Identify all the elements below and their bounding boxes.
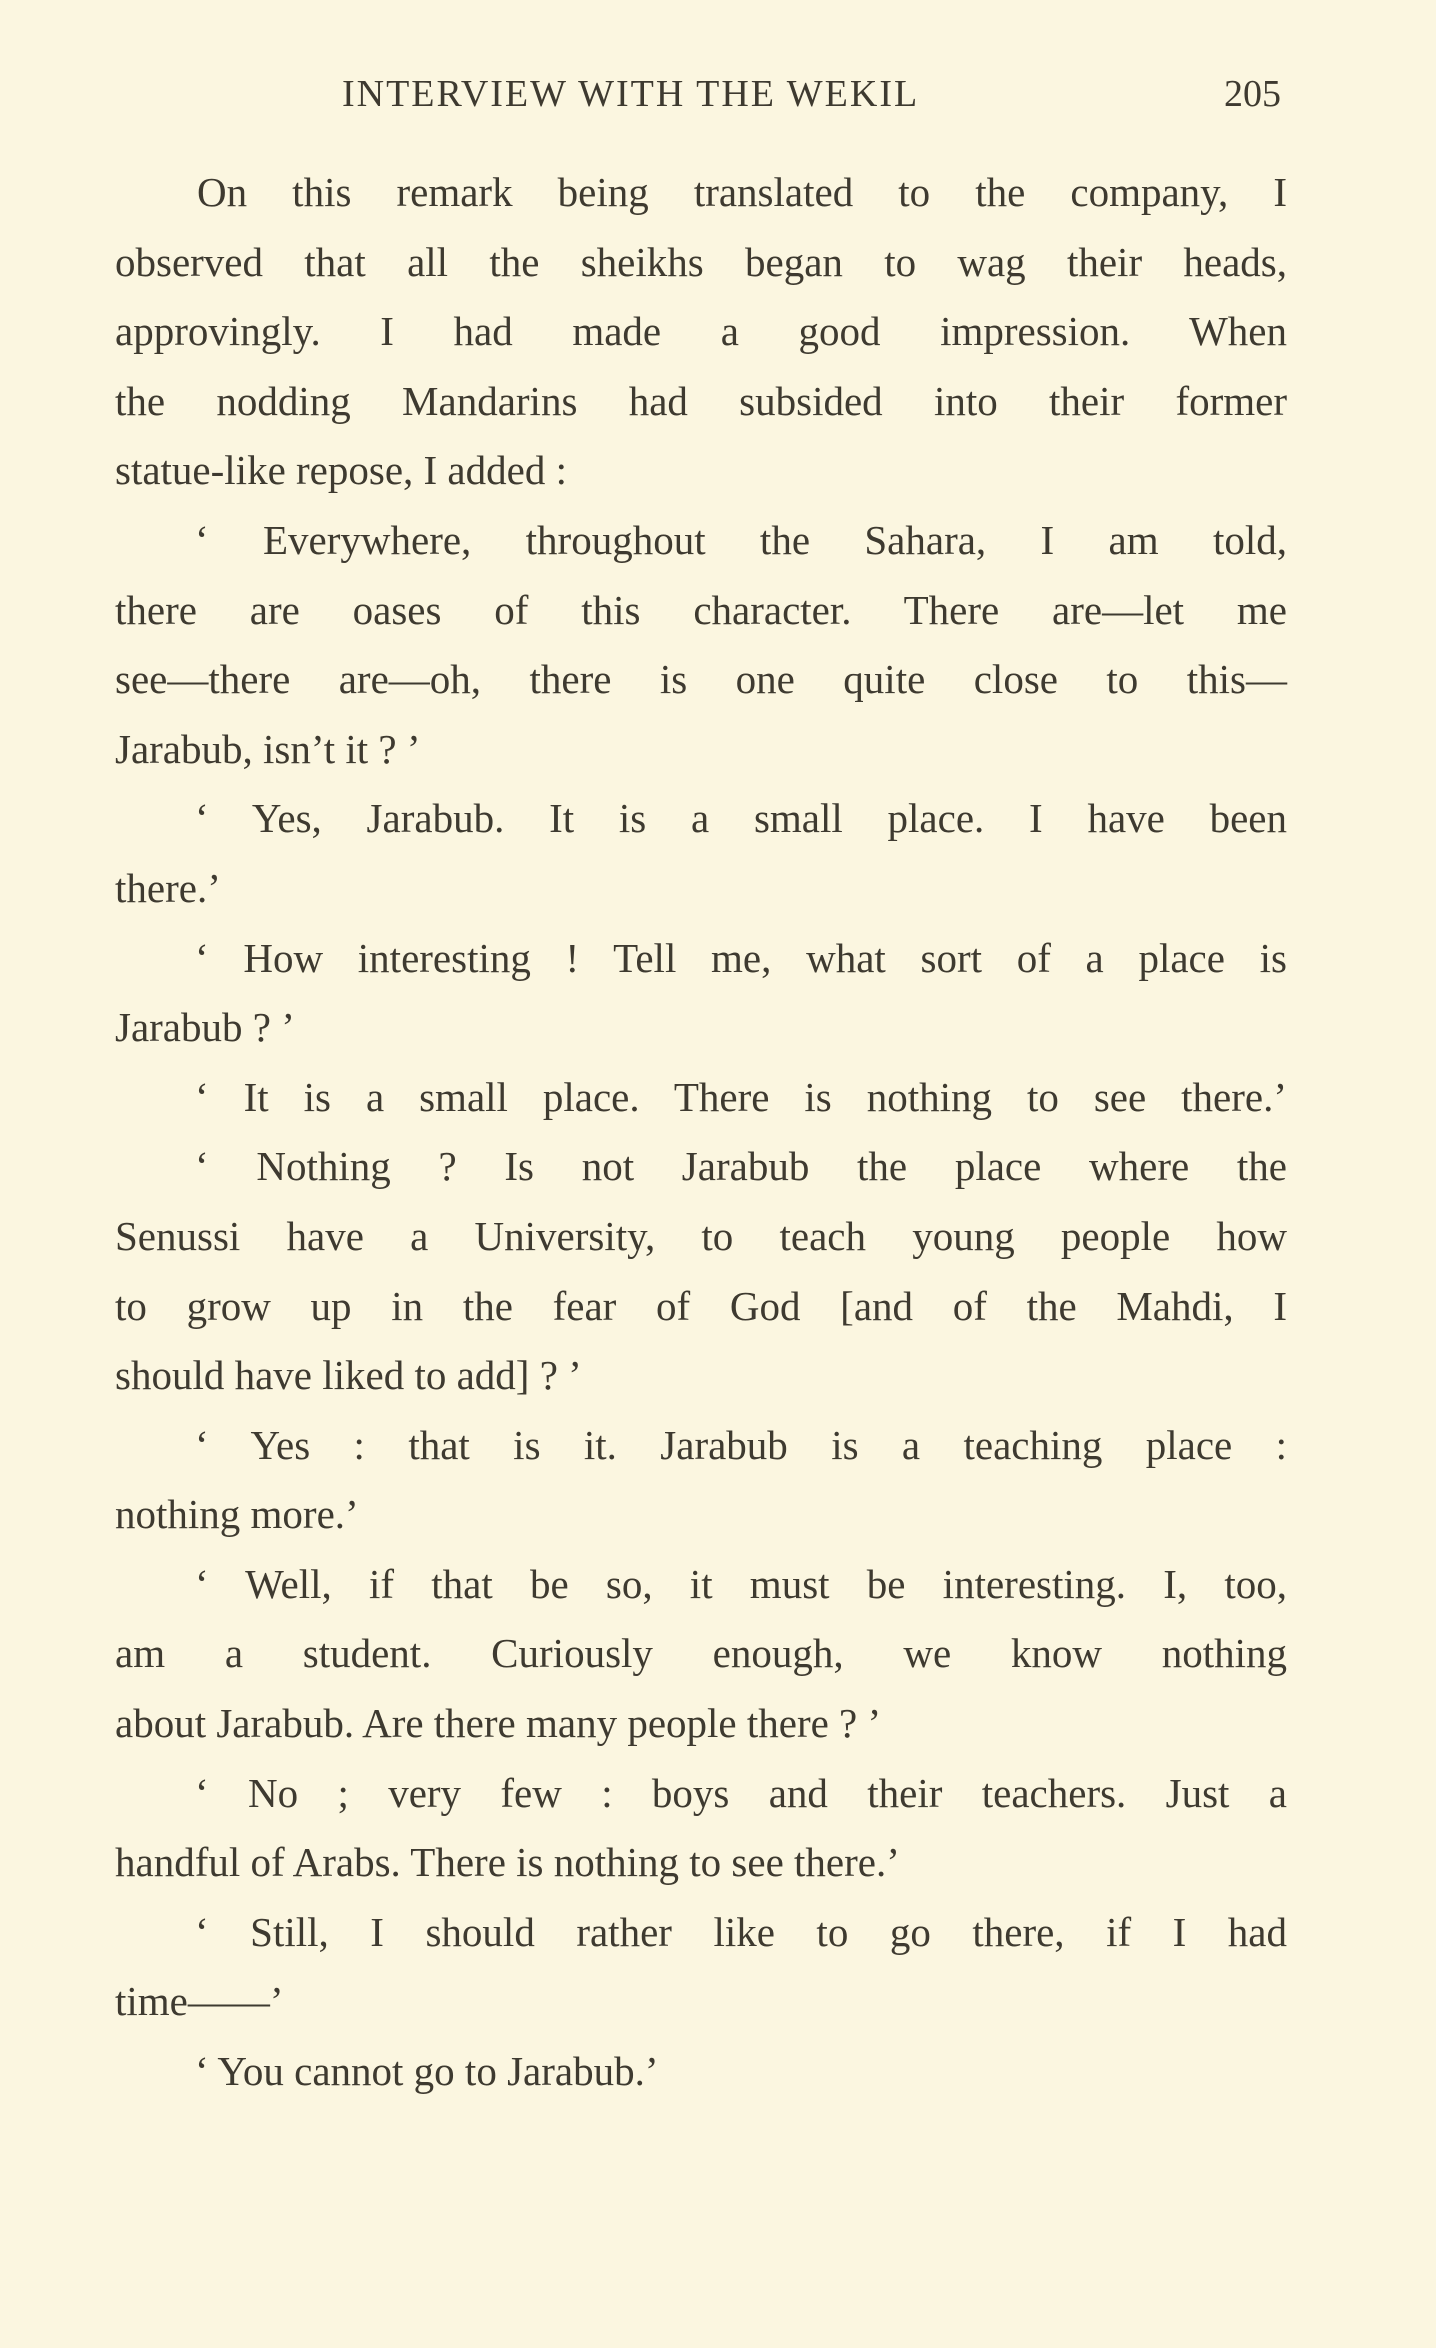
text-line: the nodding Mandarins had subsided into their former [115, 377, 1287, 424]
text-line: On this remark being translated to the company, I [197, 169, 1287, 215]
text-line: ‘ Yes, Jarabub. It is a small place. I have been [195, 795, 1287, 842]
text-line: observed that all the sheikhs began to wag their heads, [115, 238, 1287, 285]
text-line: am a student. Curiously enough, we know nothing [115, 1630, 1287, 1677]
text-line: nothing more.’ [115, 1491, 359, 1538]
page-number: 205 [1224, 73, 1281, 115]
text-line: ‘ Still, I should rather like to go there, if I had [195, 1908, 1287, 1955]
text-line: ‘ Everywhere, throughout the Sahara, I am told, [195, 516, 1287, 563]
body-text [115, 158, 1287, 2107]
text-line: Jarabub, isn’t it ? ’ [115, 725, 421, 772]
running-title: INTERVIEW WITH THE WEKIL [342, 73, 920, 115]
text-line: statue-like repose, I added : [115, 447, 567, 494]
text-line: ‘ Well, if that be so, it must be interesting. I, too, [195, 1560, 1287, 1607]
text-line: ‘ Yes : that is it. Jarabub is a teaching place : [195, 1421, 1287, 1468]
text-line: approvingly. I had made a good impression. When [115, 308, 1287, 355]
text-line: there are oases of this character. There are—let me [115, 586, 1287, 633]
text-line: time——’ [115, 1978, 284, 2025]
text-line: see—there are—oh, there is one quite close to this— [115, 656, 1287, 703]
running-head [0, 72, 1436, 122]
text-line: should have liked to add] ? ’ [115, 1352, 582, 1399]
text-line: ‘ It is a small place. There is nothing to see there.’ [195, 1073, 1287, 1120]
text-line: about Jarabub. Are there many people there ? ’ [115, 1700, 882, 1747]
text-line: ‘ You cannot go to Jarabub.’ [195, 2048, 659, 2095]
text-line: handful of Arabs. There is nothing to see there.’ [115, 1839, 900, 1886]
text-line: ‘ No ; very few : boys and their teachers. Just a [195, 1769, 1287, 1816]
text-line: Senussi have a University, to teach young people how [115, 1212, 1287, 1259]
text-line: there.’ [115, 864, 221, 911]
text-line: Jarabub ? ’ [115, 1004, 295, 1051]
text-line: to grow up in the fear of God [and of the Mahdi, I [115, 1282, 1287, 1329]
text-line: ‘ Nothing ? Is not Jarabub the place where the [195, 1143, 1287, 1190]
text-line: ‘ How interesting ! Tell me, what sort of a place is [195, 934, 1287, 981]
